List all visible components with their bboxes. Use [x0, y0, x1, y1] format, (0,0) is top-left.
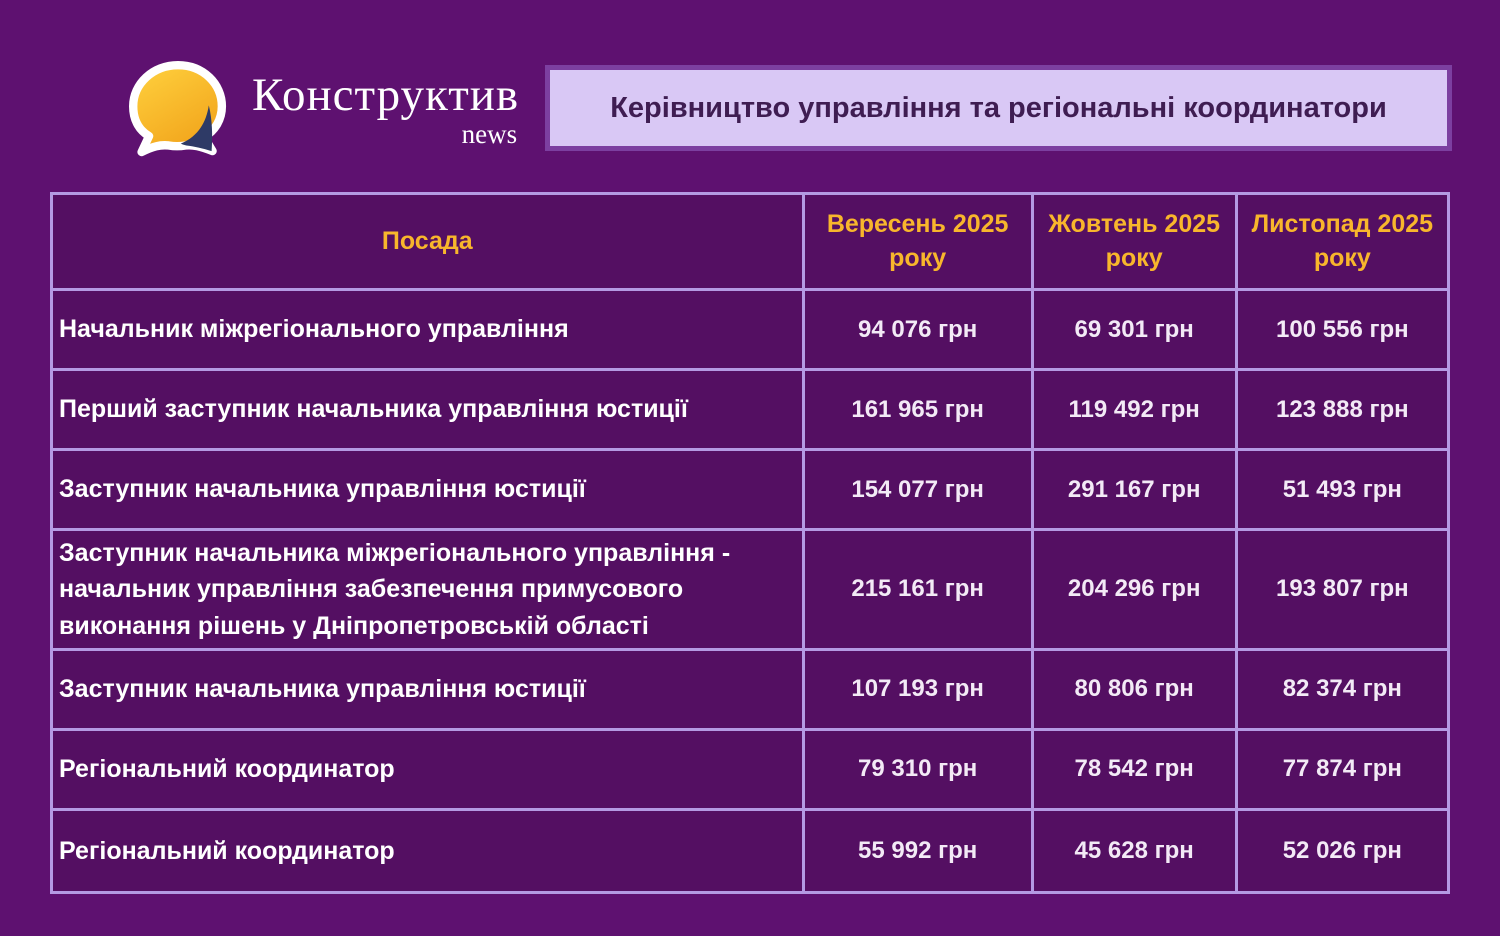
position-cell: Начальник міжрегіонального управління [52, 290, 804, 370]
salary-cell: 123 888 грн [1236, 370, 1448, 450]
logo-text [252, 69, 520, 149]
position-cell: Заступник начальника міжрегіонального управління - начальник управління забезпечення примусового виконання рішень у Дніпропетровській області [52, 530, 804, 650]
salary-cell: 79 310 грн [803, 729, 1032, 809]
salary-cell: 80 806 грн [1032, 649, 1236, 729]
table-row [52, 450, 1449, 530]
salary-cell: 94 076 грн [803, 290, 1032, 370]
table-row [52, 649, 1449, 729]
position-cell: Перший заступник начальника управління юстиції [52, 370, 804, 450]
salary-cell: 154 077 грн [803, 450, 1032, 530]
position-cell: Регіональний координатор [52, 809, 804, 892]
salary-cell: 119 492 грн [1032, 370, 1236, 450]
salary-cell: 100 556 грн [1236, 290, 1448, 370]
position-cell: Регіональний координатор [52, 729, 804, 809]
speech-bubble-icon [122, 58, 234, 162]
column-header-october: Жовтень 2025 року [1032, 194, 1236, 290]
logo-name: Конструктив [252, 69, 520, 121]
salary-cell: 204 296 грн [1032, 530, 1236, 650]
salary-cell: 45 628 грн [1032, 809, 1236, 892]
title-banner [545, 65, 1452, 151]
logo-subtitle: news [461, 119, 518, 149]
salary-cell: 215 161 грн [803, 530, 1032, 650]
column-header-position: Посада [52, 194, 804, 290]
salary-cell: 52 026 грн [1236, 809, 1448, 892]
salary-cell: 161 965 грн [803, 370, 1032, 450]
table-header-row [52, 194, 1449, 290]
salary-cell: 69 301 грн [1032, 290, 1236, 370]
table-row [52, 370, 1449, 450]
table-row [52, 290, 1449, 370]
salary-table [50, 192, 1450, 894]
position-cell: Заступник начальника управління юстиції [52, 450, 804, 530]
page-title: Керівництво управління та регіональні координатори [610, 91, 1387, 124]
salary-cell: 77 874 грн [1236, 729, 1448, 809]
salary-cell: 291 167 грн [1032, 450, 1236, 530]
table-row [52, 809, 1449, 892]
salary-cell: 107 193 грн [803, 649, 1032, 729]
table-row [52, 530, 1449, 650]
salary-cell: 193 807 грн [1236, 530, 1448, 650]
column-header-september: Вересень 2025 року [803, 194, 1032, 290]
salary-cell: 51 493 грн [1236, 450, 1448, 530]
salary-cell: 82 374 грн [1236, 649, 1448, 729]
salary-cell: 78 542 грн [1032, 729, 1236, 809]
salary-table-container [50, 192, 1450, 894]
salary-cell: 55 992 грн [803, 809, 1032, 892]
table-row [52, 729, 1449, 809]
logo [122, 58, 519, 162]
column-header-november: Листопад 2025 року [1236, 194, 1448, 290]
position-cell: Заступник начальника управління юстиції [52, 649, 804, 729]
